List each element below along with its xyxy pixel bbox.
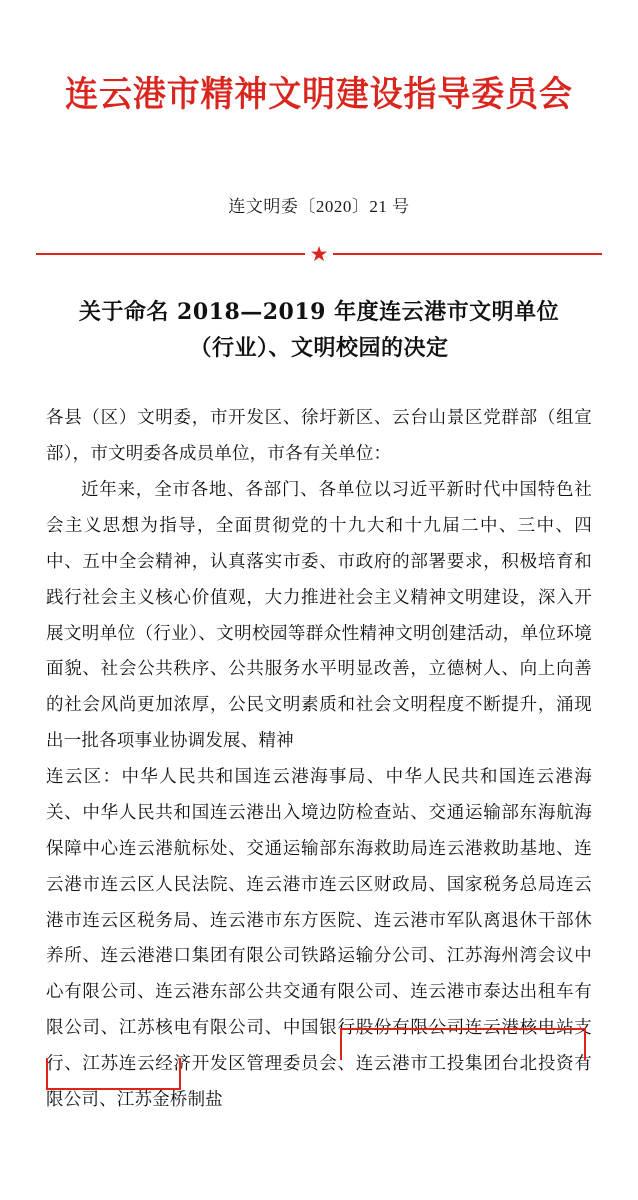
page-title-line-2: （行业）、文明校园的决定 [189, 334, 449, 361]
masthead-title: 连云港市精神文明建设指导委员会 [65, 74, 573, 115]
star-icon: ★ [305, 240, 333, 268]
paragraph-lianyun-district-list: 连云区：中华人民共和国连云港海事局、中华人民共和国连云港海关、中华人民共和国连云港出入境边防检查站、交通运输部东海航海保障中心连云港航标处、交通运输部东海救助局连云港救助基地、连云港市连云区人民法院、连云港市连云区财政局、国家税务总局连云港市连云区税务局、连云港市东方医院、连云港市军队离退休干部休养所、连云港港口集团有限公司铁路运输分公司、江苏海州湾会议中心有限公司、连云港东部公共交通有限公司、连云港市泰达出租车有限公司、江苏核电有限公司、中国银行股份有限公司连云港核电站支行、江苏连云经济开发区管理委员会、连云港市工投集团台北投资有限公司、江苏金桥制盐 [46, 766, 592, 1109]
document-body [46, 400, 592, 1118]
paragraph-recipients: 各县（区）文明委，市开发区、徐圩新区、云台山景区党群部（组宣部），市文明委各成员单位，市各有关单位： [46, 407, 592, 464]
page-title-line-1: 关于命名 2018—2019 年度连云港市文明单位 [78, 299, 560, 325]
masthead [0, 0, 638, 116]
document-number: 连文明委〔2020〕21 号 [228, 197, 410, 216]
paragraph-intro: 近年来，全市各地、各部门、各单位以习近平新时代中国特色社会主义思想为指导，全面贯彻党的十九大和十九届二中、三中、四中、五中全会精神，认真落实市委、市政府的部署要求，积极培育和践行社会主义核心价值观，大力推进社会主义精神文明建设，深入开展文明单位（行业）、文明校园等群众性精神文明创建活动，单位环境面貌、社会公共秩序、公共服务水平明显改善，立德树人、向上向善的社会风尚更加浓厚，公民文明素质和社会文明程度不断提升，涌现出一批各项事业协调发展、精神 [46, 479, 592, 751]
page-title [62, 295, 576, 366]
red-separator [0, 243, 638, 265]
